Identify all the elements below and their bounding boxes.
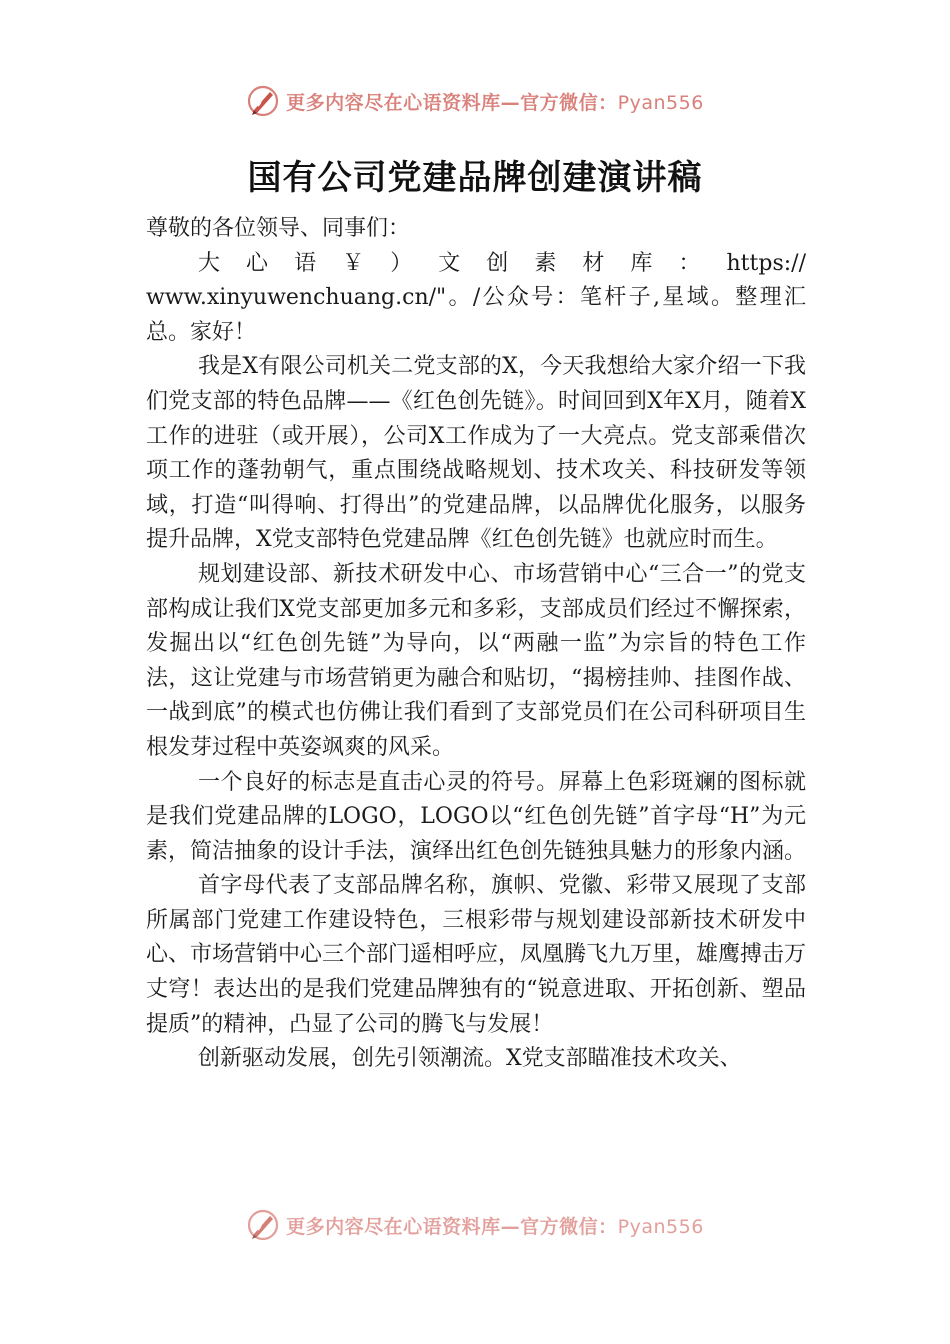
spread-char: 语 xyxy=(294,250,317,276)
paragraph: 一个良好的标志是直击心灵的符号。屏幕上色彩斑斓的图标就是我们党建品牌的LOGO，LOGO以“红色创先链”首字母“H”为元素，简洁抽象的设计手法，演绎出红色创先链独具魅力的形象内涵。 xyxy=(146,769,807,864)
paragraph: 首字母代表了支部品牌名称，旗帜、党徽、彩带又展现了支部所属部门党建工作建设特色，三根彩带与规划建设部新技术研发中心、市场营销中心三个部门遥相呼应，凤凰腾飞九万里，雄鹰搏击万丈穹！表达出的是我们党建品牌独有的“锐意进取、开拓创新、塑品提质”的精神，凸显了公司的腾飞与发展！ xyxy=(146,873,807,1037)
pen-logo-icon xyxy=(246,84,280,118)
watermark-footer xyxy=(0,1208,950,1242)
spread-rest: www.xinyuwenchuang.cn/"。/公众号：笔杆子,星域。整理汇总。家好！ xyxy=(146,285,806,345)
watermark-id: Pyan556 xyxy=(617,91,704,114)
spread-char: ￥ xyxy=(342,250,365,276)
spread-char: 心 xyxy=(246,250,269,276)
greeting: 尊敬的各位领导、同事们： xyxy=(146,216,411,241)
watermark-text: 更多内容尽在心语资料库—官方微信：Pyan556 xyxy=(286,91,704,114)
spread-char: 材 xyxy=(582,250,605,276)
watermark-header xyxy=(0,84,950,118)
spread-line xyxy=(146,247,806,282)
document-body xyxy=(146,212,806,1077)
pen-logo-icon xyxy=(246,1208,280,1242)
document-title: 国有公司党建品牌创建演讲稿 xyxy=(247,158,703,198)
spread-char: 素 xyxy=(534,250,557,276)
spread-char: ： xyxy=(678,250,701,276)
spread-char: ） xyxy=(390,250,413,276)
spread-char: 大 xyxy=(198,250,221,276)
spread-char: 库 xyxy=(630,250,653,276)
paragraph: 我是X有限公司机关二党支部的X，今天我想给大家介绍一下我们党支部的特色品牌——《红色创先链》。时间回到X年X月，随着X工作的进驻（或开展），公司X工作成为了一大亮点。党支部乘借次项工作的蓬勃朝气，重点围绕战略规划、技术攻关、科技研发等领域，打造“叫得响、打得出”的党建品牌，以品牌优化服务，以服务提升品牌，X党支部特色党建品牌《红色创先链》也就应时而生。 xyxy=(146,354,806,553)
spread-char: 创 xyxy=(486,250,509,276)
spread-char: https:// xyxy=(726,250,806,276)
paragraph-partial: 创新驱动发展，创先引领潮流。X党支部瞄准技术攻关、 xyxy=(198,1046,742,1072)
watermark-id: Pyan556 xyxy=(617,1215,704,1238)
spread-char: 文 xyxy=(438,250,461,276)
watermark-text: 更多内容尽在心语资料库—官方微信：Pyan556 xyxy=(286,1215,704,1238)
paragraph: 规划建设部、新技术研发中心、市场营销中心“三合一”的党支部构成让我们X党支部更加多元和多彩，支部成员们经过不懈探索，发掘出以“红色创先链”为导向，以“两融一监”为宗旨的特色工作法，这让党建与市场营销更为融合和贴切，“揭榜挂帅、挂图作战、一战到底”的模式也仿佛让我们看到了支部党员们在公司科研项目生根发芽过程中英姿飒爽的风采。 xyxy=(146,561,806,760)
